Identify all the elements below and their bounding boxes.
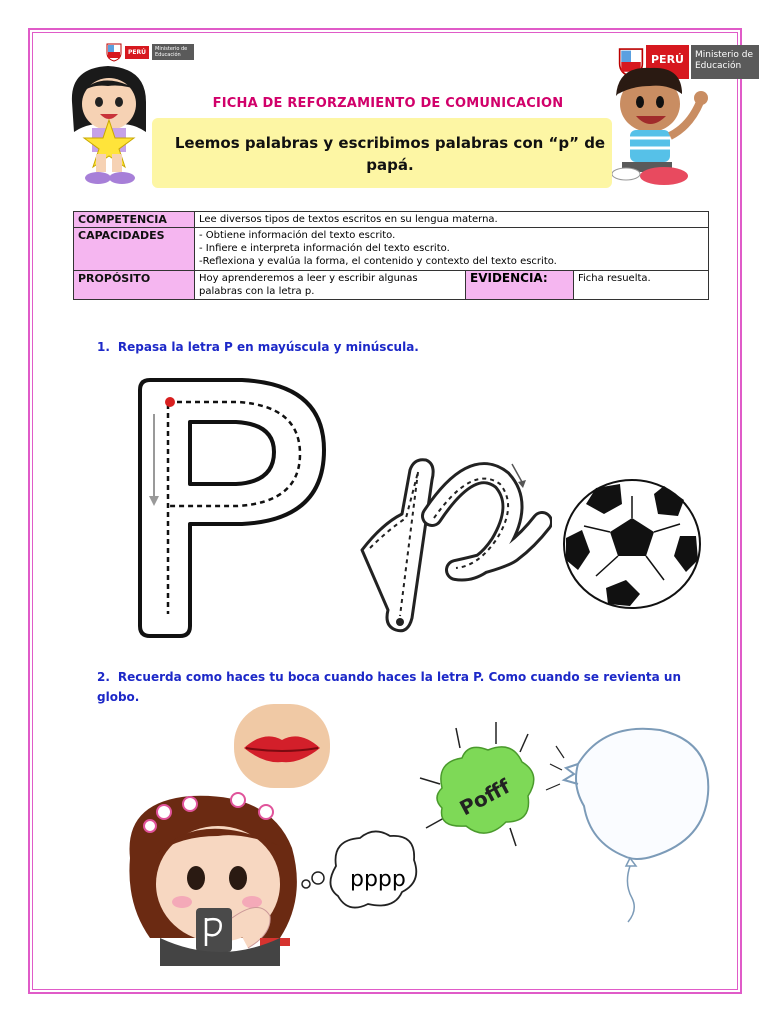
pofff-burst (416, 718, 556, 858)
girl-saying-p-illustration (120, 788, 316, 966)
lips-illustration (234, 704, 330, 788)
capacidades-list (195, 228, 709, 271)
question-text: Repasa la letra P en mayúscula y minúscula. (117, 340, 419, 354)
competencies-table (73, 211, 709, 300)
evidencia-label: EVIDENCIA: (466, 271, 574, 300)
competencia-label: COMPETENCIA (74, 212, 195, 228)
table-row (74, 271, 709, 300)
worksheet-title: FICHA DE REFORZAMIENTO DE COMUNICACION (212, 96, 564, 111)
ministry-label: Ministerio de Educación (691, 45, 759, 79)
question-number: 1. (97, 340, 110, 354)
question-1 (97, 340, 419, 354)
coat-of-arms-icon (106, 42, 122, 62)
table-row (74, 228, 709, 271)
capacidad-item: -Reflexiona y evalúa la forma, el contenido y contexto del texto escrito. (199, 256, 557, 267)
boy-waving-illustration (604, 64, 714, 192)
proposito-text: Hoy aprenderemos a leer y escribir algunas palabras con la letra p. (195, 271, 466, 300)
capacidad-item: - Infiere e interpreta información del texto escrito. (199, 243, 450, 254)
soccer-ball-illustration (560, 476, 704, 612)
pppp-text: pppp (350, 867, 406, 892)
proposito-label: PROPÓSITO (74, 271, 195, 300)
question-text: Recuerda como haces tu boca cuando haces la letra P. Como cuando se revienta un globo. (97, 670, 681, 704)
lowercase-p-tracing-letter (352, 440, 552, 640)
uppercase-p-tracing-letter (132, 374, 332, 640)
capacidad-item: - Obtiene información del texto escrito. (199, 230, 396, 241)
table-row (74, 212, 709, 228)
girl-with-star-illustration (62, 62, 158, 188)
capacidades-label: CAPACIDADES (74, 228, 195, 271)
question-number: 2. (97, 670, 110, 684)
subtitle-line-2: papá. (366, 156, 414, 174)
ministry-logo-small (106, 40, 196, 64)
thought-bubble (298, 826, 422, 918)
evidencia-text: Ficha resuelta. (574, 271, 709, 300)
pofff-text: Pofff (455, 774, 514, 821)
peru-label: PERÚ (125, 46, 149, 59)
balloon-illustration (544, 724, 714, 924)
peru-label: PERÚ (646, 45, 689, 79)
question-2 (97, 667, 707, 707)
subtitle-line-1: Leemos palabras y escribimos palabras con “p” de (174, 134, 606, 152)
ministry-label: Ministerio de Educación (152, 44, 194, 60)
competencia-text: Lee diversos tipos de textos escritos en su lengua materna. (195, 212, 709, 228)
worksheet-subtitle (160, 132, 620, 176)
